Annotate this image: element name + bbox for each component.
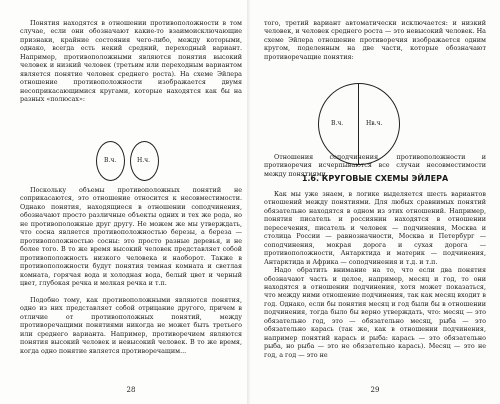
circle-label-tall: В.ч. — [104, 157, 117, 164]
right-section — [264, 175, 486, 183]
right-paragraph-1: того, третий вариант автоматически исключается: и низкий человек, и человек среднего роста — это невысокий человек. На схеме Эйлера отношение противоречия изображается одним кругом, поделенным на две части, которые обозначают противоречащие понятия: — [264, 19, 486, 61]
left-text-bottom — [20, 296, 242, 355]
right-paragraph-4: Надо обратить внимание на то, что если два понятия обозначают часть и целое, например, месяц и год, то они находятся в отношении подчинения, хотя может показаться, что между ними отношение подчинения, так как месяц входит в год. Однако, если бы понятия месяц и год были бы в отношении подчинения, тогда было бы верно утверждать, что: месяц — это обязательно год, это — обязательно месяц, рыба — это обязательно карась (так же, как в отношении подчинения, например понятий карась и рыба: карась — это обязательно рыба, но рыба — это не обязательно карась). Месяц — это не год, а год — это не — [264, 266, 486, 359]
right-paragraph-3: Как мы уже знаем, в логике выделяется шесть вариантов отношений между понятиями. Для любых сравнимых понятий обязательно находятся в одном из этих отношений. Например, понятия писатель и россиянин находятся в отношении пересечения, писатель и человек — подчинения, Москва и столица России — равнозначности, Москва и Петербург — соподчинения, мокрая дорога и сухая дорога — противоположности, Антарктида и материк — подчинения, Антарктида и Африка — соподчинения и т.д. и т.п. — [264, 190, 486, 266]
euler-contrary-diagram — [96, 140, 160, 182]
left-paragraph-1: Понятия находятся в отношении противоположности в том случае, если они обозначают какие-то взаимоисключающие признаки, крайние состояния чего-либо, между которыми, однако, всегда есть некий средний, переходный вариант. Например, противоположными являются понятия высокий человек и низкий человек (третьим или переходным вариантом является понятие человек среднего роста). На схеме Эйлера отношение противоположности изображается двумя несоприкасающимися кругами, которые находятся как бы на разных «полюсах»: — [20, 19, 242, 104]
page-number-right: 29 — [370, 386, 380, 394]
right-text-top — [264, 19, 486, 61]
left-paragraph-2: Поскольку объемы противоположных понятий не соприкасаются, это отношение относится к несовместимости. Однако понятия, находящиеся в отношении соподчинения, обозначают просто различные объекты одних и тех же рода, но не противоположные друг другу. Не можем же мы утверждать, что сосна является противоположностью березы, а береза — противоположностью сосны: это просто разные деревья, и не более того. В то же время высокий человек представляет собой противоположность низкого человека и наоборот. Также в противоположности будут понятия темная комната и светлая комната, горячая вода и холодная вода, белый цвет и черный цвет, глубокая речка и мелкая речка и т.п. — [20, 186, 242, 287]
section-heading: 1.6. КРУГОВЫЕ СХЕМЫ ЭЙЛЕРА — [301, 174, 449, 183]
circle-label-tall: В.ч. — [331, 120, 344, 127]
right-paragraph-2: Отношения соподчинения, противоположности и противоречия исчерпываются все случаи несовместимости между понятиями. — [264, 153, 486, 178]
left-text-top — [20, 19, 242, 104]
left-paragraph-3: Подобно тому, как противоположными являются понятия, одно из них представляет собой отрицание другого, причем в отличие от противоположных понятий, между противоречащими понятиями никогда не может быть третьего или среднего варианта. Например, противоречием являются понятия высокий человек и невысокий человек. В то же время, когда одно понятие является противоречащим... — [20, 296, 242, 355]
right-page — [250, 0, 500, 404]
circle-label-not-tall: Нв.ч. — [366, 120, 383, 127]
right-text-bottom — [264, 190, 486, 359]
circle-label-short: Н.ч. — [137, 157, 151, 164]
page-number-left: 28 — [126, 386, 136, 394]
left-text-middle — [20, 186, 242, 287]
